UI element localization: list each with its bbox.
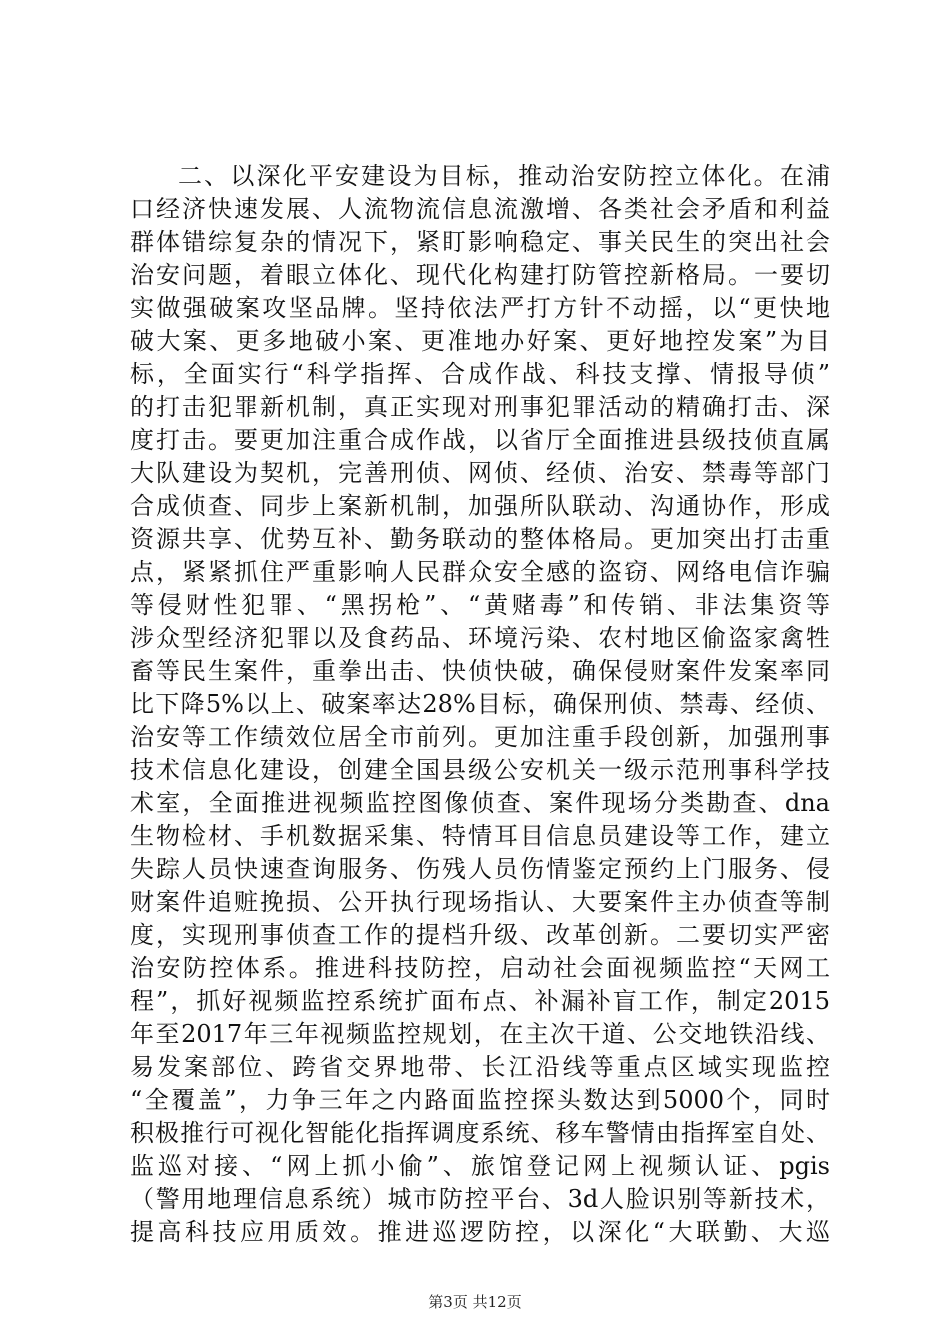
text-line: 破大案、更多地破小案、更准地办好案、更好地控发案”为目 <box>130 327 830 355</box>
text-line: 畜等民生案件，重拳出击、快侦快破，确保侵财案件发案率同 <box>130 657 830 685</box>
text-line: 治安问题，着眼立体化、现代化构建打防管控新格局。一要切 <box>130 261 830 289</box>
text-line: 技术信息化建设，创建全国县级公安机关一级示范刑事科学技 <box>130 756 830 784</box>
text-line: （警用地理信息系统）城市防控平台、3d人脸识别等新技术， <box>130 1185 830 1213</box>
text-line: 口经济快速发展、人流物流信息流激增、各类社会矛盾和利益 <box>130 195 830 223</box>
text-line: 治安等工作绩效位居全市前列。更加注重手段创新，加强刑事 <box>130 723 830 751</box>
text-line: 度，实现刑事侦查工作的提档升级、改革创新。二要切实严密 <box>130 921 830 949</box>
text-line: 资源共享、优势互补、勤务联动的整体格局。更加突出打击重 <box>130 525 830 553</box>
text-line: 积极推行可视化智能化指挥调度系统、移车警情由指挥室自处、 <box>130 1119 830 1147</box>
text-line: 财案件追赃挽损、公开执行现场指认、大要案件主办侦查等制 <box>130 888 830 916</box>
text-line: 度打击。要更加注重合成作战，以省厅全面推进县级技侦直属 <box>130 426 830 454</box>
text-line: 实做强破案攻坚品牌。坚持依法严打方针不动摇，以“更快地 <box>130 294 830 322</box>
text-line: 的打击犯罪新机制，真正实现对刑事犯罪活动的精确打击、深 <box>130 393 830 421</box>
body-paragraph <box>130 160 830 1249</box>
text-line: 涉众型经济犯罪以及食药品、环境污染、农村地区偷盗家禽牲 <box>130 624 830 652</box>
text-line: 群体错综复杂的情况下，紧盯影响稳定、事关民生的突出社会 <box>130 228 830 256</box>
text-line: 年至2017年三年视频监控规划，在主次干道、公交地铁沿线、 <box>130 1020 830 1048</box>
text-line: 点，紧紧抓住严重影响人民群众安全感的盗窃、网络电信诈骗 <box>130 558 830 586</box>
text-line: 等侵财性犯罪、“黑拐枪”、“黄赌毒”和传销、非法集资等 <box>130 591 830 619</box>
text-line: 比下降5%以上、破案率达28%目标，确保刑侦、禁毒、经侦、 <box>130 690 830 718</box>
text-line: 提高科技应用质效。推进巡逻防控，以深化“大联勤、大巡 <box>130 1218 830 1246</box>
text-line: 失踪人员快速查询服务、伤残人员伤情鉴定预约上门服务、侵 <box>130 855 830 883</box>
text-line: 二、以深化平安建设为目标，推动治安防控立体化。在浦 <box>178 162 830 190</box>
text-line: 术室，全面推进视频监控图像侦查、案件现场分类勘查、dna <box>130 789 830 817</box>
text-line: 易发案部位、跨省交界地带、长江沿线等重点区域实现监控 <box>130 1053 830 1081</box>
text-line: 监巡对接、“网上抓小偷”、旅馆登记网上视频认证、pgis <box>130 1152 830 1180</box>
text-line: 合成侦查、同步上案新机制，加强所队联动、沟通协作，形成 <box>130 492 830 520</box>
text-line: “全覆盖”，力争三年之内路面监控探头数达到5000个，同时 <box>130 1086 830 1114</box>
page-number-footer: 第3页 共12页 <box>428 1293 522 1311</box>
text-line: 标，全面实行“科学指挥、合成作战、科技支撑、情报导侦” <box>130 360 830 388</box>
text-line: 生物检材、手机数据采集、特情耳目信息员建设等工作，建立 <box>130 822 830 850</box>
text-line: 程”，抓好视频监控系统扩面布点、补漏补盲工作，制定2015 <box>130 987 830 1015</box>
text-line: 治安防控体系。推进科技防控，启动社会面视频监控“天网工 <box>130 954 830 982</box>
text-line: 大队建设为契机，完善刑侦、网侦、经侦、治安、禁毒等部门 <box>130 459 830 487</box>
